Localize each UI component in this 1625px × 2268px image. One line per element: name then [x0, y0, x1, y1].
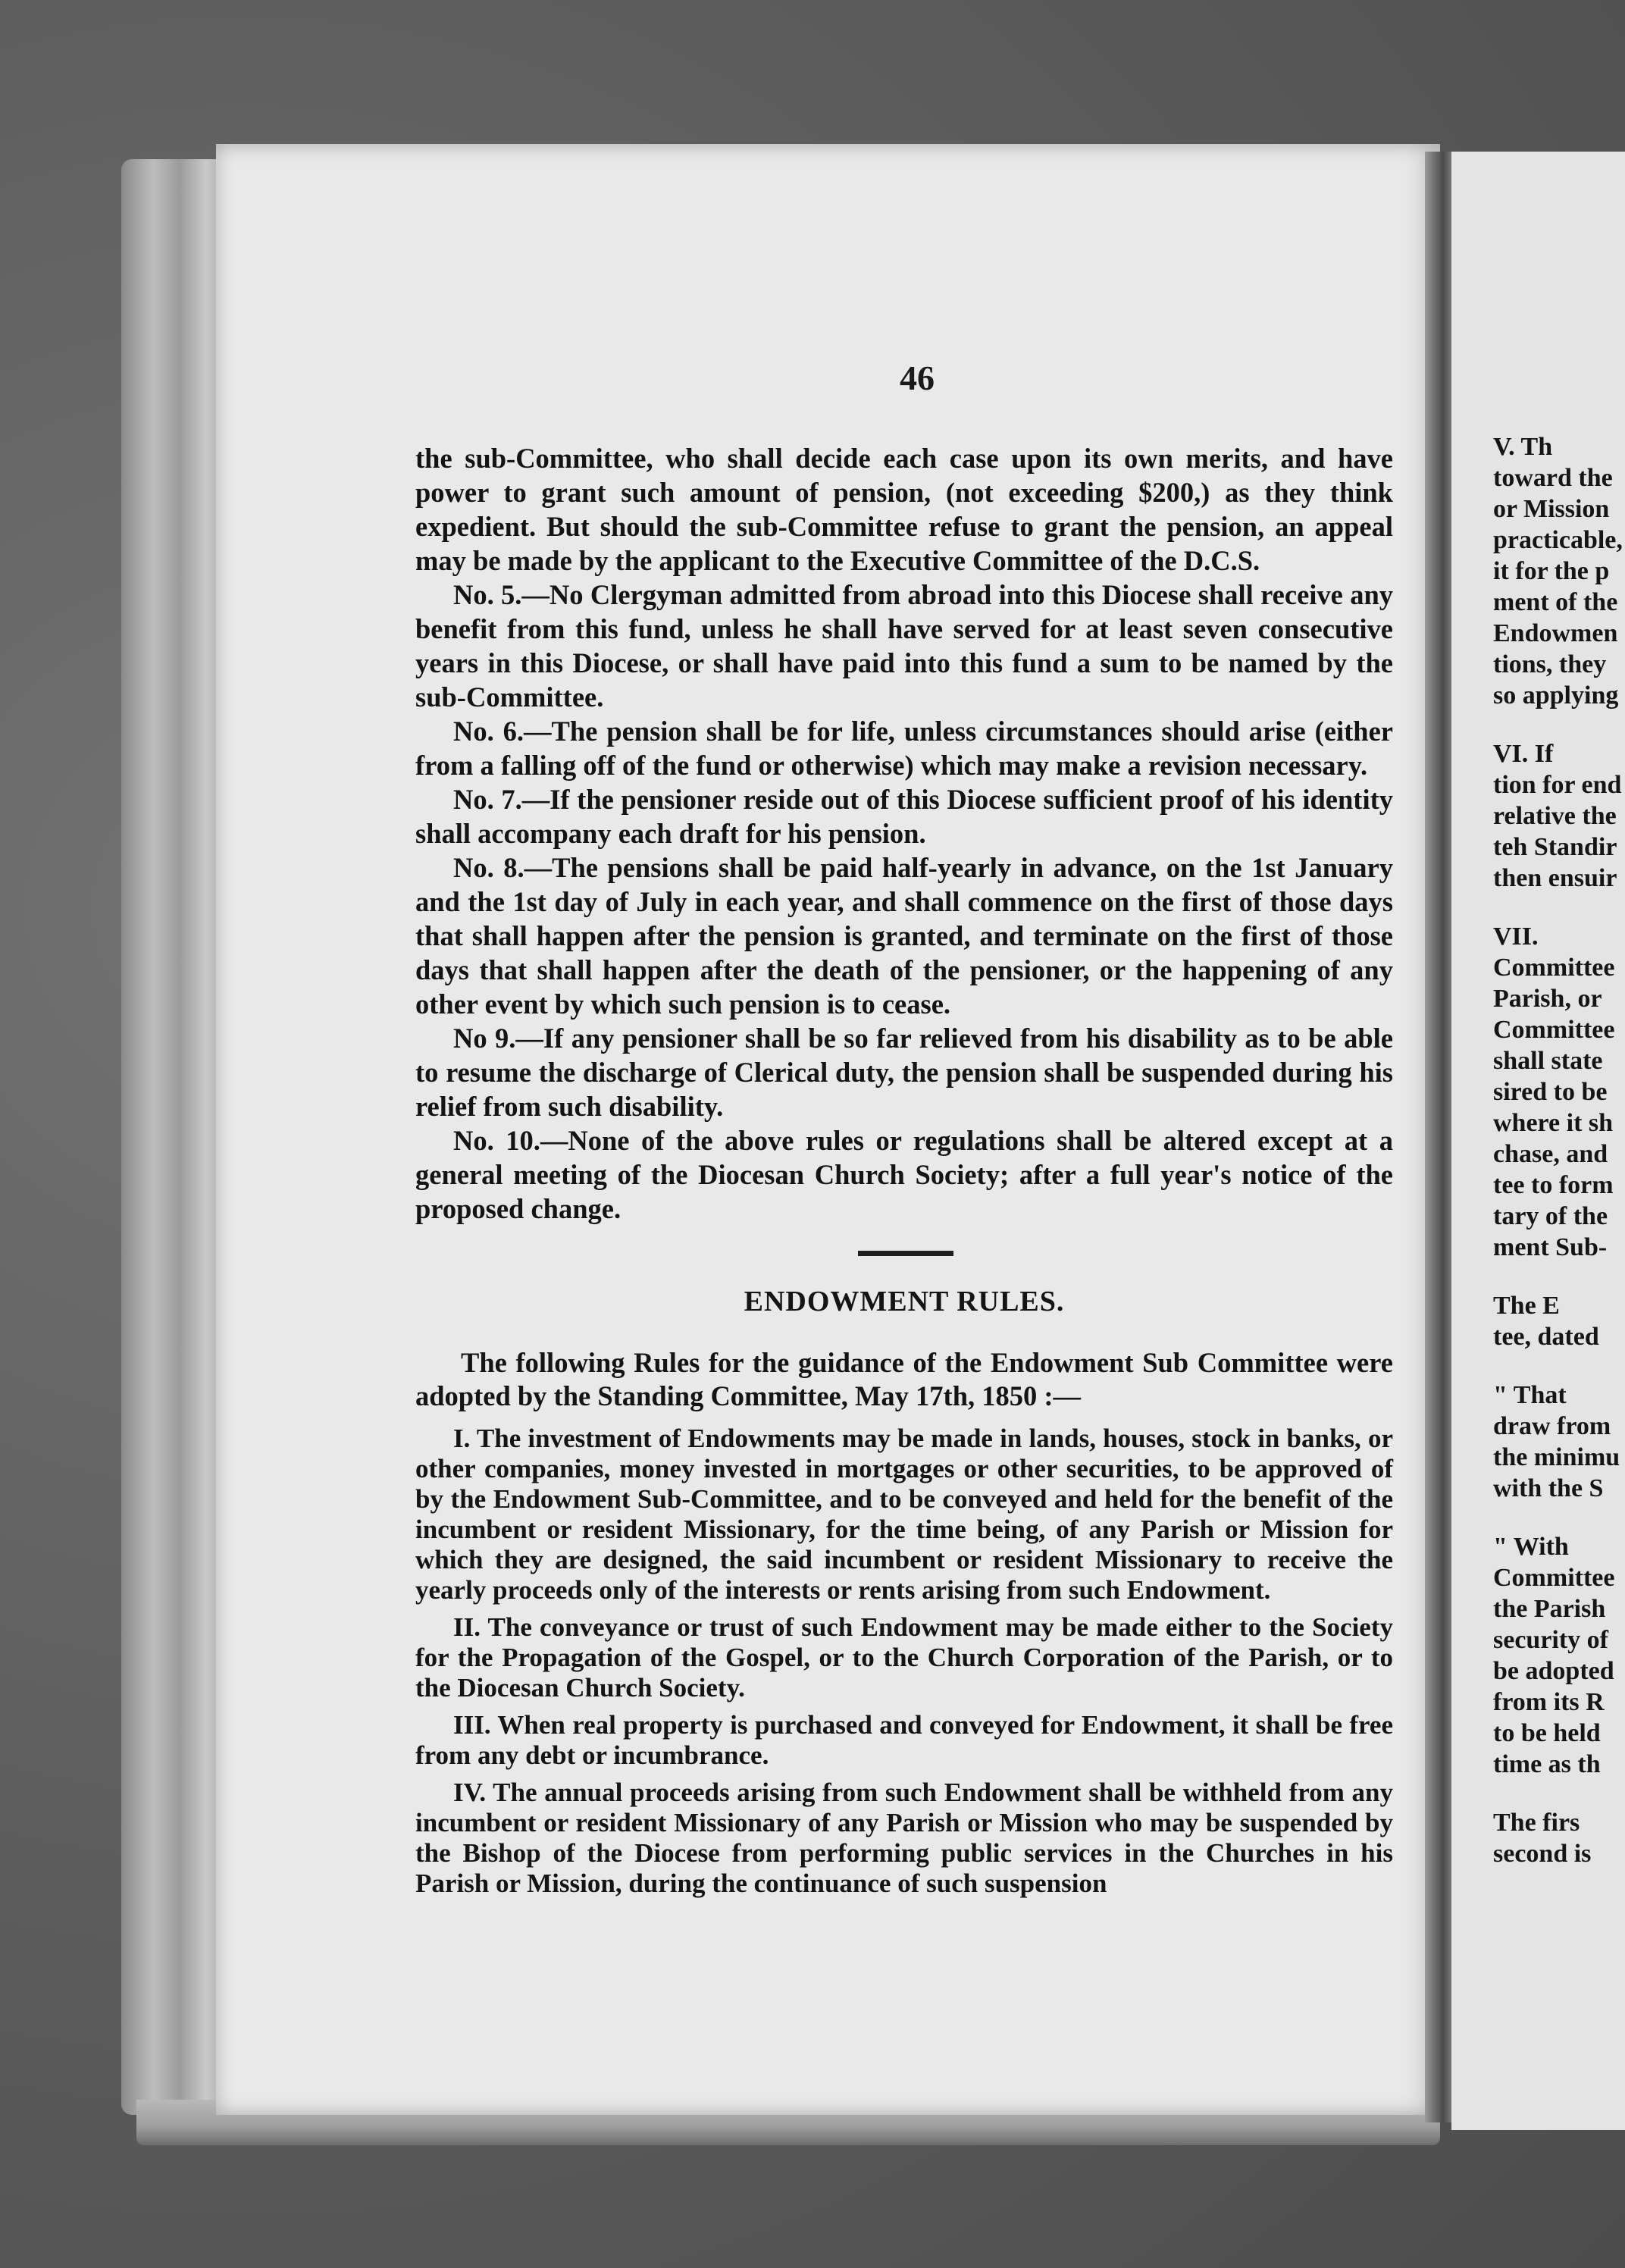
right-page-line: " With [1493, 1533, 1569, 1561]
endowment-rule-3: III. When real property is purchased and conveyed for Endowment, it shall be free from any debt or incumbrance. [415, 1710, 1393, 1770]
right-page-line: time as th [1493, 1750, 1601, 1778]
page-gutter [1425, 152, 1455, 2122]
pension-rule-continuation: the sub-Committee, who shall decide each case upon its own merits, and have power to grant such amount of pension, (not exceeding $200,) as they think expedient. But should the sub-Committee refuse to grant the pension, an appeal may be made by the applicant to the Executive Committee of the D.C.S. [415, 443, 1393, 576]
right-page-line: with the S [1493, 1474, 1604, 1502]
right-page-line: tee, dated [1493, 1323, 1599, 1351]
right-page-line: draw from [1493, 1412, 1611, 1440]
right-page-line: toward the [1493, 464, 1613, 492]
right-page-line: security of [1493, 1626, 1609, 1654]
endowment-rules-section [415, 1346, 1393, 1906]
right-page-line: second is [1493, 1840, 1592, 1868]
right-page-line: chase, and [1493, 1140, 1608, 1168]
right-page-line: practicable, [1493, 526, 1623, 554]
right-page-line: be adopted [1493, 1657, 1614, 1685]
right-page-line: or Mission [1493, 495, 1610, 523]
endowment-rule-1: I. The investment of Endowments may be made in lands, houses, stock in banks, or other companies, money invested in mortgages or other securities, to be approved of by the Endowment Sub-Committee, and to be conveyed and held for the benefit of the incumbent or resident Missionary, for the time being, of any Parish or Mission for which they are designed, the said incumbent or resident Missionary to receive the yearly proceeds only of the interests or rents arising from such Endowment. [415, 1424, 1393, 1605]
endowment-rule-4: IV. The annual proceeds arising from such Endowment shall be withheld from any incumbent or resident Missionary of any Parish or Mission who may be suspended by the Bishop of the Diocese from performing public services in the Churches in his Parish or Mission, during the continuance of such suspension [415, 1778, 1393, 1898]
right-page-line: to be held [1493, 1719, 1601, 1747]
book-page-edges [121, 159, 227, 2115]
right-page-line: tee to form [1493, 1171, 1614, 1199]
right-page-line: " That [1493, 1381, 1567, 1409]
right-page-line: shall state [1493, 1047, 1603, 1075]
right-page-line: VII. [1493, 923, 1539, 951]
section-heading: ENDOWMENT RULES. [744, 1286, 1065, 1317]
pension-rule-8: No. 8.—The pensions shall be paid half-yearly in advance, on the 1st January and the 1st day of July in each year, and shall commence on the first of those days that shall happen after the pension is granted, and terminate on the first of those days that shall happen after the death of the pensioner, or the happening of any other event by which such pension is to cease. [415, 852, 1393, 1020]
endowment-rule-2: II. The conveyance or trust of such Endowment may be made either to the Society for the Propagation of the Gospel, or to the Church Corporation of the Parish, or to the Diocesan Church Society. [415, 1612, 1393, 1703]
right-page-line: Parish, or [1493, 985, 1602, 1013]
pension-rule-7: No. 7.—If the pensioner reside out of this Diocese sufficient proof of his identity shall accompany each draft for his pension. [415, 784, 1393, 849]
page-number: 46 [900, 359, 935, 397]
right-page-line: teh Standir [1493, 833, 1617, 861]
right-page-line: VI. If [1493, 740, 1554, 768]
right-page-line: Endowmen [1493, 619, 1618, 647]
right-page-line: where it sh [1493, 1109, 1614, 1137]
pension-rule-10: No. 10.—None of the above rules or regulations shall be altered except at a general meeting of the Diocesan Church Society; after a full year's notice of the proposed change. [415, 1125, 1393, 1224]
right-page-line: tions, they [1493, 650, 1607, 678]
right-page-line: Committee [1493, 1564, 1615, 1592]
right-page-line: then ensuir [1493, 864, 1617, 892]
right-page-line: sired to be [1493, 1078, 1608, 1106]
right-page-line: The firs [1493, 1809, 1580, 1837]
right-page-line: the Parish [1493, 1595, 1606, 1623]
right-page-line: it for the p [1493, 557, 1610, 585]
right-page-line: V. Th [1493, 433, 1553, 461]
section-divider [858, 1251, 953, 1256]
right-page-line: ment of the [1493, 588, 1618, 616]
right-page-line: relative the [1493, 802, 1617, 830]
right-page [1451, 152, 1625, 2130]
right-page-line: ment Sub- [1493, 1233, 1608, 1261]
pension-rule-6: No. 6.—The pension shall be for life, unless circumstances should arise (either from a falling off of the fund or otherwise) which may make a revision necessary. [415, 716, 1393, 781]
right-page-line: the minimu [1493, 1443, 1620, 1471]
pension-rule-5: No. 5.—No Clergyman admitted from abroad into this Diocese shall receive any benefit from this fund, unless he shall have served for at least seven consecutive years in this Diocese, or shall have paid into this fund a sum to be named by the sub-Committee. [415, 579, 1393, 713]
pension-rules-section [415, 441, 1393, 1226]
right-page-line: tion for end [1493, 771, 1622, 799]
right-page-line: so applying [1493, 681, 1619, 710]
right-page-line: Committee [1493, 1016, 1615, 1044]
right-page-line: tary of the [1493, 1202, 1608, 1230]
endowment-intro: The following Rules for the guidance of the Endowment Sub Committee were adopted by the Standing Committee, May 17th, 1850 :— [415, 1347, 1393, 1411]
right-page-line: Committee [1493, 954, 1615, 982]
pension-rule-9: No 9.—If any pensioner shall be so far relieved from his disability as to be able to resume the discharge of Clerical duty, the pension shall be suspended during his relief from such disability. [415, 1023, 1393, 1122]
right-page-line: The E [1493, 1292, 1560, 1320]
right-page-line: from its R [1493, 1688, 1605, 1716]
